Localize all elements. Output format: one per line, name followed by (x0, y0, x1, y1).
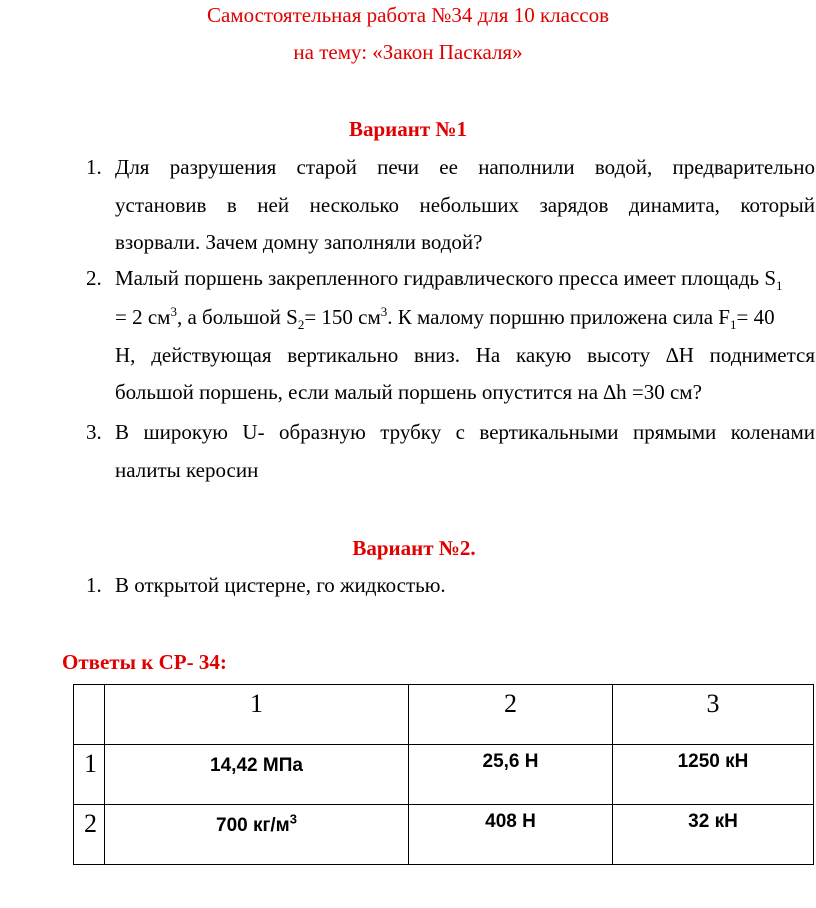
q1-line-3: взорвали. Зачем домну заполняли водой? (115, 230, 483, 254)
q1-line-2: установив в ней несколько небольших зарядов динамита, который (115, 193, 815, 217)
table-header-row (74, 685, 814, 745)
table-cell: 1250 кН (613, 745, 814, 805)
table-row-label: 1 (74, 745, 105, 805)
v2-q1-text: В открытой цистерне, го жидкостью. (115, 573, 446, 597)
table-corner-cell (74, 685, 105, 745)
document-subtitle: на тему: «Закон Паскаля» (293, 40, 523, 64)
q2-line-3: Н, действующая вертикально вниз. На какую высоту ∆Н поднимется (115, 343, 815, 367)
table-cell: 25,6 Н (409, 745, 613, 805)
table-cell: 14,42 МПа (105, 745, 409, 805)
table-col-header: 2 (409, 685, 613, 745)
table-cell: 700 $кг/м^3$ (105, 805, 409, 865)
q1-number: 1. (86, 155, 102, 179)
table-cell: 32 кН (613, 805, 814, 865)
q3-line-1: В широкую U- образную трубку с вертикальными прямыми коленами (115, 420, 815, 444)
variant1-heading: Вариант №1 (348, 117, 468, 141)
q3-number: 3. (86, 420, 102, 444)
answers-heading: Ответы к СР- 34: (62, 650, 227, 674)
q2-line-4: большой поршень, если малый поршень опустится на ∆h =30 см? (115, 380, 702, 404)
v2-q1-number: 1. (86, 573, 102, 597)
q2-number: 2. (86, 266, 102, 290)
variant2-heading: Вариант №2. (352, 536, 476, 560)
table-cell: 408 Н (409, 805, 613, 865)
q2-line-1: Малый поршень закрепленного гидравлического пресса имеет площадь $S_1$ (115, 266, 783, 294)
answers-table (73, 684, 814, 865)
table-col-header: 3 (613, 685, 814, 745)
table-row (74, 745, 814, 805)
q3-line-2: налиты керосин (115, 458, 259, 482)
document-title: Самостоятельная работа №34 для 10 классов (206, 3, 610, 27)
q2-line-2: = 2 $см^3$, а большой $S_2= 150$ $см^3$. К малому поршню приложена сила $F_1= 40$ (115, 304, 775, 333)
table-row (74, 805, 814, 865)
table-row-label: 2 (74, 805, 105, 865)
q1-line-1: Для разрушения старой печи ее наполнили водой, предварительно (115, 155, 815, 179)
table-col-header: 1 (105, 685, 409, 745)
